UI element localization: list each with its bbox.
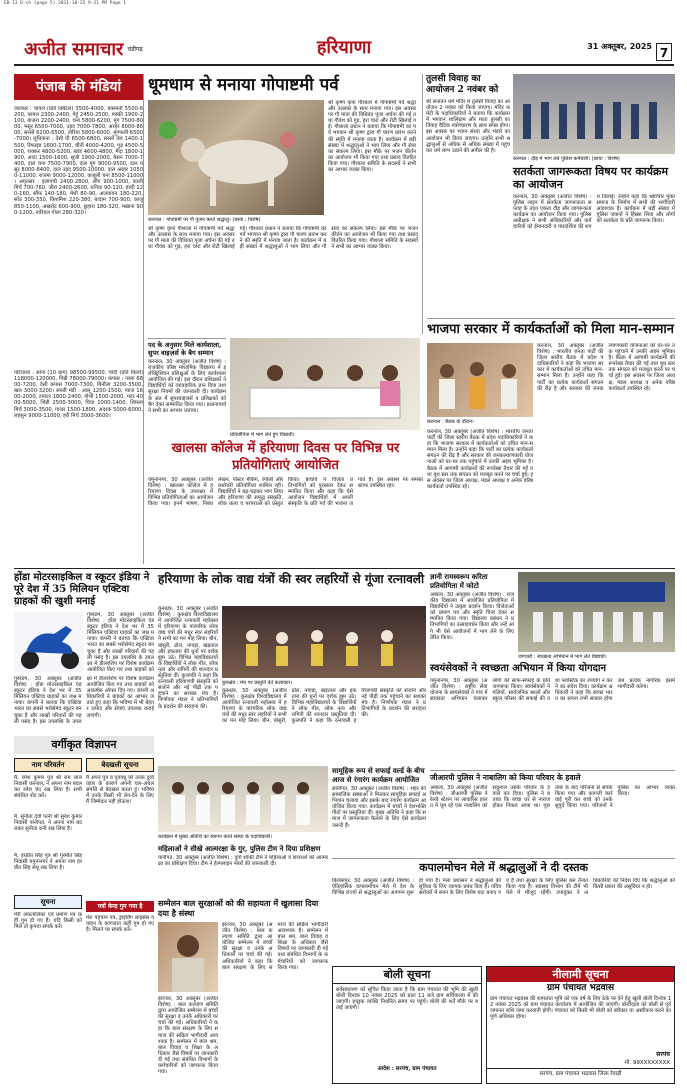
camp-article [332,766,426,856]
lost-text: मेरा पहचान पत्र, ड्राइविंग लाइसेंस व वाहन के कागजात कहीं गुम हो गए हैं। मिलने पर संपर्क करें। [86,915,154,934]
kapal-body: बिलासपुर, 30 अक्तूबर (अजीत विशेष) : ऐतिहासिक कपालमोचन मेले में देश के विभिन्न राज्यों से श्रद्धालुओं का आगमन शुरू हो गया है। मेला प्रशासन ने श्रद्धालुओं की सुविधा के लिए व्यापक प्रबंध किए हैं। पवित्र सरोवरों में स्नान के लिए विशेष घाट बनाए गए हैं तथा सुरक्षा के लिए पुलिस बल तैनात किया गया है। स्वास्थ्य विभाग की टीमें भी मेले में मौजूद रहेंगी। उपायुक्त ने अधिकारियों को निर्देश दिए कि श्रद्धालुओं को किसी प्रकार की असुविधा न हो। [332,878,675,897]
boli-text: सर्वसाधारण को सूचित किया जाता है कि ग्राम पंचायत की भूमि की खुली बोली दिनांक 10 नवंबर 2025 को प्रातः 11 बजे ग्राम सचिवालय में की जाएगी। इच्छुक व्यक्ति निर्धारित समय पर पहुंचें। बोली की शर्तें मौके पर बताई जाएंगी। [336,987,478,1012]
folk-headline: हरियाणा के लोक वाद्य यंत्रों की स्वर लहरियों से गूंजा रत्नावली [158,572,425,586]
folk-body: कुरुक्षेत्र, 30 अक्तूबर (अजीत विशेष) : कुरुक्षेत्र विश्वविद्यालय में आयोजित रत्नावली महोत्सव में हरियाणा के पारंपरिक लोक वाद्य यंत्रों की मधुर स्वर लहरियों ने सभी का मन मोह लिया। बीन, बांसुरी, ढोल, नगाड़ा, खड़ताल और इकतारा की धुनों पर दर्शक झूम उठे। विभिन्न महाविद्यालयों के विद्यार्थियों ने लोक गीत, लोक नृत्य और रागिनी की शानदार प्रस्तुतियां दीं। कुलपति ने कहा कि रत्नावली हरियाणवी संस्कृति को संजोने और नई पीढ़ी तक पहुंचाने का सशक्त मंच है। निर्णायक मंडल ने प्रतिभागियों के प्रदर्शन की सराहना की। [158,606,218,710]
cleanliness-caption: जगाधरी : स्वच्छता अभियान में भाग लेते विद्यार्थी। [518,654,607,660]
name-change-title: नाम परिवर्तन [14,758,82,772]
khalsa-caption: प्रतियोगिता में भाग लेते हुए विद्यार्थी। [230,432,295,438]
bag-headline: पद के अनुसार मिले कार्यशाला, सुपर वाइज़र्स के बैग सम्मान [148,341,222,357]
folk-article [158,572,426,762]
khalsa-photo [230,338,420,430]
scholarship-body-cont: झज्जर, 30 अक्तूबर (अजीत विशेष) : बाल कल्याण समिति द्वारा आयोजित सम्मेलन में बच्चों की सुरक्षा व उनके अधिकारों पर चर्चा की गई। अधिकारियों ने कहा कि बाल संरक्षण के लिए समाज की सक्रिय भागीदारी आवश्यक है। सम्मेलन में बाल श्रम, बाल विवाह व शिक्षा के अधिकार जैसे विषयों पर जानकारी दी गई तथा संबंधित विभागों के कर्मचारियों को जागरूक किया गया। [158,996,218,1076]
print-slug: EB-13 D-ch (page 5) 2011-10-25 9:31 PM Page 1 [4,1,126,6]
group-photo-icon [158,766,328,832]
masthead [14,34,674,68]
stage-photo-icon [222,606,426,678]
khalsa-body: यमुनानगर, 30 अक्तूबर (अजीत विशेष) : खालसा कॉलेज में हरियाणा दिवस के उपलक्ष्य में विभिन्न प्रतियोगिताओं का आयोजन किया गया। इनमें भाषण, निबंध लेखन, पोस्टर मेकिंग, रंगोली और प्रश्नोत्तरी प्रतियोगिता शामिल रही। विद्यार्थियों ने बढ़-चढ़कर भाग लिया और हरियाणा की समृद्ध संस्कृति, लोक कला व परंपराओं को प्रस्तुत किया। प्राचार्य ने विजेता प्रतिभागियों को पुरस्कार देकर सम्मानित किया और कहा कि ऐसे आयोजन विद्यार्थियों में अपनी संस्कृति के प्रति गर्व की भावना जगाते हैं। इस अवसर पर समस्त स्टाफ उपस्थित रहा। [148,477,423,508]
khalsa-article [148,440,423,565]
classifieds [14,736,154,1086]
page-number: 7 [656,43,672,61]
nilami-footer: सरपंच, ग्राम पंचायत भद्रवास जिला रेवाड़ी [487,1068,674,1077]
khalsa-headline: खालसा कॉलेज में हरियाणा दिवस पर विभिन्न पर प्रतियोगिताएं आयोजित [171,441,400,473]
mahila-headline: महिलाओं ने सीखे आत्मरक्षा के गुर, पुलिस टीम ने दिया प्रशिक्षण [158,844,321,853]
parade-photo-icon [513,74,675,154]
bjp-body: करनाल, 30 अक्तूबर (अजीत विशेष) : भारतीय जनता पार्टी की जिला स्तरीय बैठक में प्रदेश पदाधिकारियों ने कहा कि भाजपा सरकार में कार्यकर्ताओं को उचित मान-सम्मान मिला है। उन्होंने कहा कि पार्टी का प्रत्येक कार्यकर्ता संगठन की रीढ़ है और सरकार की जनकल्याणकारी योजनाओं को घर-घर तक पहुंचाने में उनकी अहम भूमिका है। बैठक में आगामी कार्यक्रमों की रूपरेखा तैयार की गई तथा बूथ स्तर तक संगठन को मजबूत करने पर चर्चा हुई। इस अवसर पर जिला अध्यक्ष, मंडल अध्यक्ष व अनेक वरिष्ठ कार्यकर्ता उपस्थित रहे। [537,343,675,392]
vigilance-article [513,74,675,334]
police-body: अंबाला, 30 अक्तूबर (अजीत विशेष) : जीआरपी पुलिस ने रेलवे स्टेशन पर लावारिस हालत में घूम रहे एक नाबालिग को सकुशल उसके परिवार के हवाले कर दिया। पुलिस ने बताया कि बच्चा घर से नाराज होकर निकल आया था। पूछताछ के बाद परिजनों से संपर्क किया गया और कागजी कार्रवाई पूरी कर बच्चे को उनके सुपुर्द किया गया। परिजनों ने पुलिस का आभार व्यक्त किया। [430,785,675,810]
notice-text: मेरी अंकतालिका एवं प्रमाण पत्र कहीं गुम हो गए हैं। यदि किसी को मिलें तो कृपया संपर्क करें। [14,912,82,931]
scooter-photo [14,612,84,672]
vigilance-photo [513,74,675,154]
bjp-headline: भाजपा सरकार में कार्यकर्ताओं को मिला मान-सम्मान [427,322,674,337]
paper-name: अजीत समाचार [24,39,124,60]
honda-body: गुरुग्राम, 30 अक्तूबर (अजीत विशेष) : होंडा मोटरसाइकिल एंड स्कूटर इंडिया ने देश भर में 35 मिलियन एक्टिवा ग्राहकों का जश्न मनाया। कंपनी ने बताया कि एक्टिवा भारत का सबसे भरोसेमंद स्कूटर बन चुका है और लाखों परिवारों की पहली पसंद है। इस उपलब्धि के उपलक्ष्य में डीलरशिप पर विशेष कार्यक्रम आयोजित किए गए तथा ग्राहकों को [87,612,154,672]
section-title: हरियाणा [316,37,372,58]
eviction-text: मैं अपने पुत्र व पुत्रवधू को उनके दुर्व्यवहार के कारण अपनी चल-अचल संपत्ति से बेदखल करता हूं। भविष्य में उनके किसी भी लेन-देन के लिए मैं जिम्मेदार नहीं होऊंगा। [86,775,154,806]
nss-photo-icon [518,572,675,652]
vigilance-headline: सतर्कता जागरूकता विषय पर कार्यक्रम का आयोजन [513,165,669,191]
bjp-body-cont: करनाल, 30 अक्तूबर (अजीत विशेष) : भारतीय जनता पार्टी की जिला स्तरीय बैठक में प्रदेश पदाधिकारियों ने कहा कि भाजपा सरकार में कार्यकर्ताओं को उचित मान-सम्मान मिला है। उन्होंने कहा कि पार्टी का प्रत्येक कार्यकर्ता संगठन की रीढ़ है और सरकार की जनकल्याणकारी योजनाओं को घर-घर तक पहुंचाने में उनकी अहम भूमिका है। बैठक में आगामी कार्यक्रमों की रूपरेखा तैयार की गई तथा बूथ स्तर तक संगठन को मजबूत करने पर चर्चा हुई। इस अवसर पर जिला अध्यक्ष, मंडल अध्यक्ष व अनेक वरिष्ठ कार्यकर्ता उपस्थित रहे। [427,429,533,490]
kapal-article [332,858,675,963]
mahila-article [158,844,328,894]
scholarship-body: झज्जर, 30 अक्तूबर (अजीत विशेष) : बाल कल्याण समिति द्वारा आयोजित सम्मेलन में बच्चों की सुरक्षा व उनके अधिकारों पर चर्चा की गई। अधिकारियों ने कहा कि बाल संरक्षण के लिए समाज की सक्रिय भागीदारी आवश्यक है। सम्मेलन में बाल श्रम, बाल विवाह व शिक्षा के अधिकार जैसे विषयों पर जानकारी दी गई तथा संबंधित विभागों के कर्मचारियों को जागरूक किया गया। [222,922,328,971]
scholarship-photo [158,922,218,992]
ad-2: मैं, सुनीता देवी पत्नी श्री सुरेश कुमार निवासी पानीपत, ने अपना नाम बदलकर सुनीता रानी रख लिया है। [14,814,82,833]
nilami-title: नीलामी सूचना [487,967,674,982]
camp-body: सोनीपत, 30 अक्तूबर (अजीत विशेष) : शहर की सामाजिक संस्थाओं ने मिलकर सामूहिक सफाई अभियान चलाया और इसके बाद रंगारंग कार्यक्रम आयोजित किया गया। कार्यक्रम में बच्चों ने देशभक्ति गीतों पर प्रस्तुतियां दीं। मुख्य अतिथि ने कहा कि समाज में जागरूकता फैलाने के लिए ऐसे कार्यक्रम जरूरी हैं। [332,786,426,829]
vigilance-caption: करनाल : दौड़ में भाग लेते पुलिस कर्मचारी। (छाया : विशेष) [513,156,620,162]
ad-3: मैं, हरप्रीत सिंह पुत्र श्री गुरमीत सिंह निवासी यमुनानगर ने अपना नाम हरप्रीत सिंह संधू रख लिया है। [14,853,82,872]
folk-photo [222,606,426,678]
honda-body-cont: गुरुग्राम, 30 अक्तूबर (अजीत विशेष) : होंडा मोटरसाइकिल एंड स्कूटर इंडिया ने देश भर में 35 मिलियन एक्टिवा ग्राहकों का जश्न मनाया। कंपनी ने बताया कि एक्टिवा भारत का सबसे भरोसेमंद स्कूटर बन चुका है और लाखों परिवारों की पहली पसंद है। इस उपलब्धि के उपलक्ष्य में डीलरशिप पर विशेष कार्यक्रम आयोजित किए गए तथा ग्राहकों को आकर्षक ऑफर दिए गए। कंपनी अधिकारियों ने ग्राहकों का आभार जताते हुए कहा कि भविष्य में भी बेहतर उत्पाद और सेवाएं उपलब्ध कराई जाएंगी। [14,676,154,725]
tulsi-article [422,74,510,334]
students-photo-icon [230,338,420,430]
scholarship-article [158,898,328,1086]
ad-1: मैं, रमेश कुमार पुत्र श्री राम लाल निवासी करनाल, ने अपना नाम बदलकर रमेश चंद रख लिया है। सभी संबंधित नोट करें। [14,775,82,800]
boli-sign: आदेश : सरपंच, ग्राम पंचायत [377,1066,437,1072]
scholarship-headline: सम्मेलन बाल सुरक्षाओं को की सहायता में खुलासा दिया दया है संस्था [158,898,319,918]
boli-notice [332,966,482,1084]
event-caption: कार्यक्रम में मुख्य अतिथि का स्वागत करते संस्था के पदाधिकारी। [158,834,273,840]
police-headline: जीआरपी पुलिस ने नाबालिग को किया परिवार के हवाले [430,773,581,782]
boli-title: बोली सूचना [333,967,481,984]
eviction-title: बेदखली सूचना [86,758,154,772]
nilami-notice [486,966,675,1084]
classifieds-heading: वर्गीकृत विज्ञापन [14,736,154,754]
gopashtami-caption: करनाल : गोपाष्टमी पर गौ पूजन करते श्रद्धालु। (छाया : विशेष) [148,217,261,223]
tulsi-body: श्री सनातन धर्म मंदिर में तुलसी विवाह का आयोजन 2 नवंबर को किया जाएगा। मंदिर कमेटी के पदाधिकारियों ने बताया कि कार्यक्रम में भगवान शालिग्राम और माता तुलसी का विवाह वैदिक मंत्रोच्चारण के साथ संपन्न होगा। इस अवसर पर भजन संध्या और भंडारे का आयोजन भी किया जाएगा। उन्होंने सभी श्रद्धालुओं से अधिक से अधिक संख्या में पहुंचकर धर्म लाभ उठाने की अपील की है। [426,99,510,154]
scooter-icon [14,612,84,672]
cleanliness-article [430,662,675,767]
bjp-photo [427,343,533,417]
camp-headline: सामूहिक रूप से सफाई वर्ल्ड के बीच आज से रंगारंग कार्यक्रम आयोजित [332,766,425,784]
notice-title: सूचना [14,895,82,909]
mandi-box [14,74,144,564]
cleanliness-headline: स्वयंसेवकों ने स्वच्छता अभियान में किया योगदान [430,663,607,674]
yoga-comp-body: अंबाला, 30 अक्तूबर (अजीत विशेष) : राजकीय विद्यालय में आयोजित प्रतियोगिता में विद्यार्थियों ने उत्कृष्ट प्रदर्शन किया। विजेताओं को प्रमाण पत्र और स्मृति चिन्ह देकर सम्मानित किया गया। विद्यालय प्रबंधन ने प्रतिभागियों का उत्साहवर्धन किया और उन्हें आगे भी ऐसे आयोजनों में भाग लेने के लिए प्रेरित किया। [430,592,514,641]
tulsi-headline: तुलसी विवाह का आयोजन 2 नवंबर को [426,74,499,95]
bjp-caption: करनाल : बैठक के दौरान। [427,419,474,425]
meeting-photo-icon [427,343,533,417]
cow-photo-icon [148,100,324,215]
gopashtami-body: श्री कृष्ण कृपा गौशाला में गोपाष्टमी पर्व श्रद्धा और उल्लास के साथ मनाया गया। इस अवसर पर गौ माता की विधिवत पूजा अर्चना की गई तथा गौवंश को गुड़, हरा चारा और रोटी खिलाई गई। गौशाला प्रधान ने बताया कि गोपाष्टमी का पर्व भगवान श्री कृष्ण द्वारा गौ चारण प्रारंभ करने की स्मृति में मनाया जाता है। कार्यक्रम में बड़ी संख्या में श्रद्धालुओं ने भाग लिया और गौ सेवा का संकल्प लिया। इस मौके पर भजन कीर्तन का आयोजन भी किया गया तथा प्रसाद वितरित किया गया। गौशाला समिति के सदस्यों ने सभी का आभार व्यक्त किया। [328,100,416,174]
police-article [430,770,675,854]
nilami-signer: सरपंच [656,1051,670,1058]
mandi-title: पंजाब की मंडियां [14,74,143,100]
honda-headline: होंडा मोटरसाइकिल व स्कूटर इंडिया ने पूरे देश में 35 मिलियन एक्टिवा ग्राहकों की खुशी मनाई [14,572,150,607]
gopashtami-photo [148,100,324,215]
bjp-article [427,318,675,568]
gopashtami-body-cont: श्री कृष्ण कृपा गौशाला में गोपाष्टमी पर्व श्रद्धा और उल्लास के साथ मनाया गया। इस अवसर पर गौ माता की विधिवत पूजा अर्चना की गई तथा गौवंश को गुड़, हरा चारा और रोटी खिलाई गई। गौशाला प्रधान ने बताया कि गोपाष्टमी का पर्व भगवान श्री कृष्ण द्वारा गौ चारण प्रारंभ करने की स्मृति में मनाया जाता है। कार्यक्रम में बड़ी संख्या में श्रद्धालुओं ने भाग लिया और गौ सेवा का संकल्प लिया। इस मौके पर भजन कीर्तन का आयोजन भी किया गया तथा प्रसाद वितरित किया गया। गौशाला समिति के सदस्यों ने सभी का आभार व्यक्त किया। [148,226,418,251]
mandi-body: जालंधर : चावल (प्रति क्विंटल) 3500-4000, बासमती 5500-6200, परमल 2300-2400, गेहूं 2450-2500, मक्की 1900-2100, बाजरा 2200-2400, चना 5800-6200, मूंग 7500-8000, मसूर 6500-7000, उड़द 7000-7800, अरहर 8000-8600, सरसों 6200-6500, तोरिया 5800-6000, मूंगफली 6500-7000। लुधियाना : देसी घी 6500-6800, सरसों तेल 1400-1500, रिफाइंड 1600-1700, चीनी 4000-4200, गुड़ 4500-5000, शक्कर 4800-5200, खांड 4600-4800, मैदा 1800-1900, आटा 1500-1600, सूजी 1900-2000, बेसन 7000-7400, दाल चना 7500-7900, दाल मूंग 9000-9500, दाल मसूर 8000-8400, दाल उड़द 9500-10000, दाल अरहर 10500-11000, राजमा 9000-12000, काबुली चना 8500-11000। अमृतसर : इलायची 2400-2800, लौंग 900-1000, काली मिर्च 700-760, जीरा 2400-2600, धनिया 90-120, हल्दी 120-160, सौंफ 140-180, मेथी 80-90, अजवायन 180-220, सोंठ 300-350, किशमिश 220-380, बादाम 700-900, काजू 850-1100, अखरोट 600-900, छुहारा 180-320, मखाना 900-1200, नारियल गोला 280-320। [14,106,143,216]
event-photo [158,766,328,832]
bag-body: करनाल, 30 अक्तूबर (अजीत विशेष) : राजकीय वरिष्ठ माध्यमिक विद्यालय में इलेक्ट्रिशियन प्रशिक्षुओं के लिए कार्यशाला आयोजित की गई। इस दौरान प्रशिक्षकों ने विद्यार्थियों को व्यावहारिक ज्ञान दिया तथा सुरक्षा नियमों की जानकारी दी। कार्यक्रम के अंत में सुपरवाइजर्स व प्रशिक्षकों को बैग देकर सम्मानित किया गया। प्रधानाचार्य ने सभी का आभार जताया। [148,359,226,414]
nilami-subtitle: ग्राम पंचायत भद्रवास [546,983,615,993]
cleanliness-photo [518,572,675,652]
issue-date: 31 अक्तूबर, 2025 [587,42,652,51]
person-photo-icon [158,922,218,992]
yoga-comp-headline: ज्ञानी रामस्वरूप करिता प्रतियोगिता में फोटो [430,572,488,590]
vigilance-body: करनाल, 30 अक्तूबर (अजीत विशेष) : पुलिस लाइन में सतर्कता जागरूकता सप्ताह के तहत एकता दौड़ और जागरूकता कार्यक्रम का आयोजन किया गया। पुलिस अधीक्षक ने सभी अधिकारियों और कर्मचारियों को ईमानदारी व पारदर्शिता की शपथ दिलाई। उन्होंने कहा कि भ्रष्टाचार मुक्त समाज के निर्माण में सभी की भागीदारी आवश्यक है। कार्यक्रम में बड़ी संख्या में पुलिस जवानों ने हिस्सा लिया और लोगों को सतर्कता के प्रति जागरूक किया। [513,194,675,231]
cleanliness-body: यमुनानगर, 30 अक्तूबर (अजीत विशेष) : राष्ट्रीय सेवा योजना के स्वयंसेवकों ने गांव में स्वच्छता अभियान चलाकर लोगों को साफ-सफाई के प्रति जागरूक किया। स्वयंसेवकों ने गलियों, सार्वजनिक स्थलों और स्कूल परिसर की सफाई की तथा प्लास्टिक का उपयोग न करने का संदेश दिया। कार्यक्रम अधिकारी ने कहा कि स्वच्छ भारत का सपना तभी साकार होगा जब प्रत्येक नागरिक इसमें भागीदारी करेगा। [430,678,675,703]
mahila-body: पानीपत, 30 अक्तूबर (अजीत विशेष) : दुर्गा शक्ति टीम ने महिलाओं व छात्राओं को आत्मरक्षा का प्रशिक्षण दिया। टीम ने हेल्पलाइन नंबरों की जानकारी दी। [158,855,328,868]
nilami-mobile: मो. 99XXXXXXXX [624,1060,670,1066]
nilami-text: ग्राम पंचायत भद्रवास की शामलात भूमि को एक वर्ष के लिए ठेके पर देने हेतु खुली बोली दिनांक 12 नवंबर 2025 को ग्राम पंचायत कार्यालय में आयोजित की जाएगी। बोलीदाता को बोली से पूर्व जमानत राशि जमा करवानी होगी। पंचायत को किसी भी बोली को स्वीकार या अस्वीकार करने का पूर्ण अधिकार होगा। [490,996,672,1021]
bag-article [148,338,226,438]
lost-title: पत्रों केन्द्र गुम गया है [86,901,154,912]
honda-article [14,572,154,732]
paper-city: चंडीगढ़ [127,46,143,53]
gopashtami-headline: धूमधाम से मनाया गोपाष्टमी पर्व [148,75,339,95]
folk-body-cont: कुरुक्षेत्र, 30 अक्तूबर (अजीत विशेष) : कुरुक्षेत्र विश्वविद्यालय में आयोजित रत्नावली महोत्सव में हरियाणा के पारंपरिक लोक वाद्य यंत्रों की मधुर स्वर लहरियों ने सभी का मन मोह लिया। बीन, बांसुरी, ढोल, नगाड़ा, खड़ताल और इकतारा की धुनों पर दर्शक झूम उठे। विभिन्न महाविद्यालयों के विद्यार्थियों ने लोक गीत, लोक नृत्य और रागिनी की शानदार प्रस्तुतियां दीं। कुलपति ने कहा कि रत्नावली हरियाणवी संस्कृति को संजोने और नई पीढ़ी तक पहुंचाने का सशक्त मंच है। निर्णायक मंडल ने प्रतिभागियों के प्रदर्शन की सराहना की। [222,688,426,725]
gopashtami-article [148,74,418,334]
mandi-body-2: पटियाला : सोना (10 ग्राम) 98500-99500, चांदी (प्रति किलो) 118000-120000, गिन्नी 78000-79000। कपास : नरमा 6800-7200, देसी कपास 7000-7300, बिनौला 3200-3500, खल 3000-3200। सब्जी मंडी : आलू 1200-1500, प्याज 1600-2000, टमाटर 1800-2400, गोभी 1500-2000, मटर 4000-5000, भिंडी 2500-3000, घिया 1000-1400, शिमला मिर्च 3000-3500, गाजर 1500-1800, अदरक 5000-6000, लहसुन 9000-11000, हरी मिर्च 3000-3600। [14,370,143,419]
kapal-headline: कपालमोचन मेले में श्रद्धालुओं ने दी दस्तक [419,861,588,874]
folk-caption: कुरुक्षेत्र : मंच पर प्रस्तुति देते कलाकार। [222,680,293,686]
